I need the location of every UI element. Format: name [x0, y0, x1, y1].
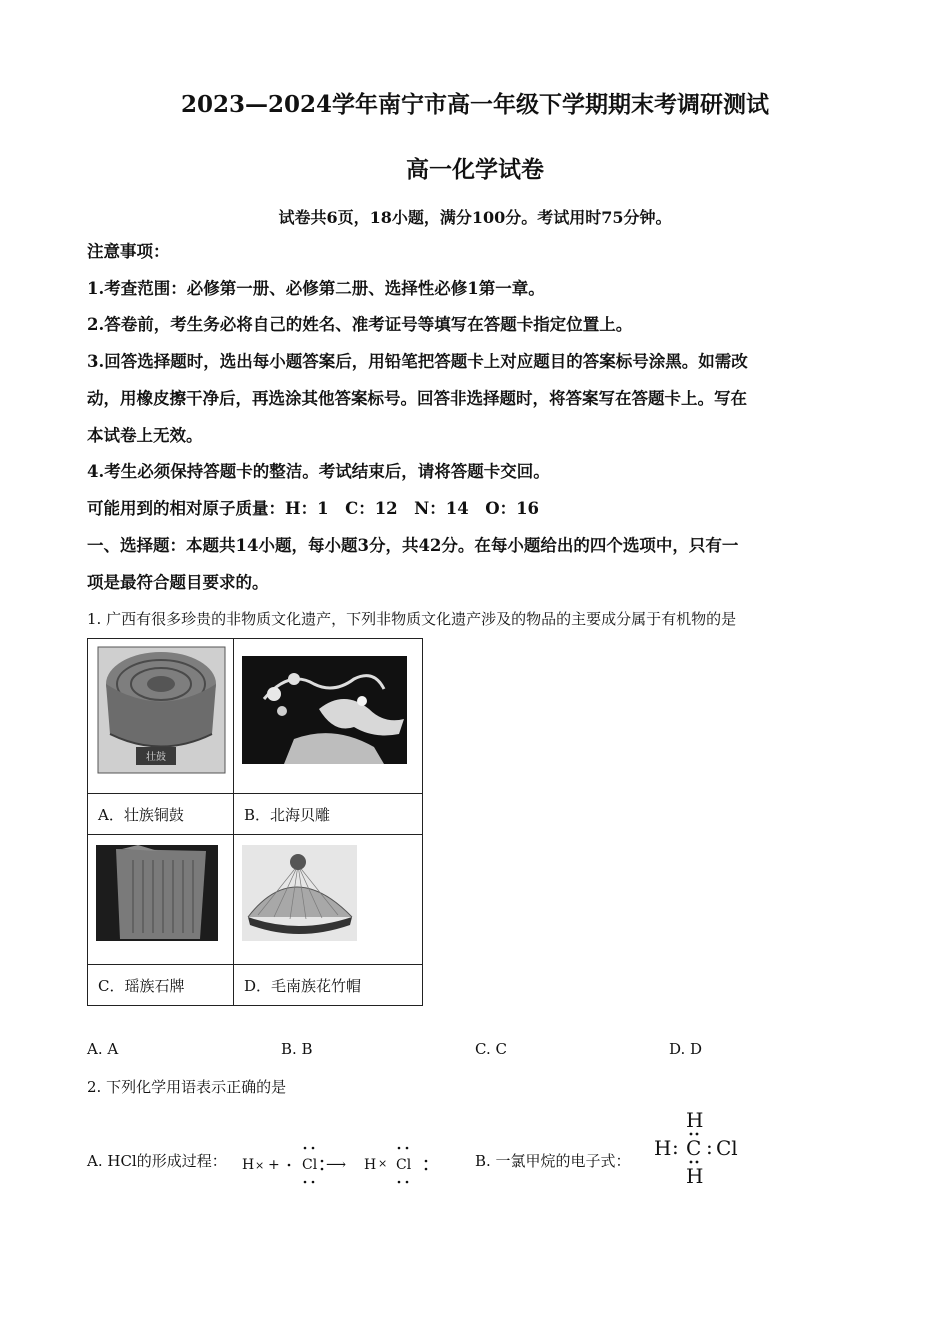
option-d-image-cell — [234, 835, 423, 965]
answer-choice-d: D. D — [669, 1040, 703, 1058]
ch3cl-h-left: H — [654, 1136, 672, 1160]
hcl-cl-right: Cl — [396, 1157, 412, 1173]
ch3cl-colon-left: : — [672, 1135, 679, 1159]
ch3cl-c: C — [686, 1136, 702, 1160]
exam-info: 试卷共6页，18小题，满分100分。考试用时75分钟。 — [278, 208, 672, 227]
option-c-label: C．瑶族石牌 — [88, 965, 234, 1006]
ch3cl-h-bottom: H — [686, 1164, 704, 1188]
question-1-stem: 1. 广西有很多珍贵的非物质文化遗产，下列非物质文化遗产涉及的物品的主要成分属于有机物的是 — [87, 610, 737, 628]
atomic-mass: 可能用到的相对原子质量：H：1 C：12 N：14 O：16 — [87, 499, 540, 518]
answer-choice-a: A. A — [87, 1040, 119, 1058]
question-2-stem: 2. 下列化学用语表示正确的是 — [87, 1078, 287, 1096]
notes-item-4: 4.考生必须保持答题卡的整洁。考试结束后，请将答题卡交回。 — [87, 462, 550, 481]
answer-choice-b: B. B — [281, 1040, 313, 1058]
notes-heading: 注意事项： — [87, 242, 170, 261]
hcl-h-left: H — [242, 1157, 255, 1173]
bronze-drum-image — [88, 639, 233, 789]
shell-carving-image — [234, 639, 422, 789]
hcl-cl-left: Cl — [302, 1157, 318, 1173]
notes-item-3-line-1: 3.回答选择题时，选出每小题答案后，用铅笔把答题卡上对应题目的答案标号涂黑。如需改 — [87, 352, 748, 371]
option-a-label: A．壮族铜鼓 — [88, 794, 234, 835]
hcl-electron-x-right: × — [378, 1157, 388, 1170]
notes-item-1: 1.考查范围：必修第一册、必修第二册、选择性必修1第一章。 — [87, 279, 545, 298]
hcl-plus: + — [268, 1157, 280, 1173]
option-b-label: B．北海贝雕 — [234, 794, 423, 835]
ch3cl-h-top: H — [686, 1108, 704, 1132]
hcl-arrow: ⟶ — [326, 1157, 347, 1173]
question-2-option-b-prefix: B. 一氯甲烷的电子式： — [475, 1152, 631, 1170]
bamboo-hat-image — [234, 835, 422, 960]
question-1-options-table — [87, 638, 423, 1006]
section-1-heading-cont: 项是最符合题目要求的。 — [87, 573, 269, 592]
option-b-image-cell — [234, 639, 423, 794]
drum-label: 壮鼓 — [146, 752, 166, 763]
option-d-label: D．毛南族花竹帽 — [234, 965, 423, 1006]
ch3cl-colon-right: : — [706, 1135, 713, 1159]
question-2-option-a-prefix: A. HCl的形成过程： — [87, 1152, 227, 1170]
section-1-heading: 一、选择题：本题共14小题，每小题3分，共42分。在每小题给出的四个选项中，只有一 — [87, 536, 739, 555]
hcl-formation-diagram — [238, 1140, 438, 1190]
answer-choice-c: C. C — [475, 1040, 507, 1058]
exam-title: 2023—2024学年南宁市高一年级下学期期末考调研测试 — [180, 91, 770, 118]
notes-item-2: 2.答卷前，考生务必将自己的姓名、准考证号等填写在答题卡指定位置上。 — [87, 315, 633, 334]
exam-subtitle: 高一化学试卷 — [406, 156, 544, 183]
stone-tablet-image — [88, 835, 233, 960]
notes-item-3-line-2: 动，用橡皮擦干净后，再选涂其他答案标号。回答非选择题时，将答案写在答题卡上。写在 — [87, 389, 747, 408]
hcl-electron-x-left: × — [255, 1159, 265, 1172]
notes-item-3-line-3: 本试卷上无效。 — [87, 426, 203, 445]
hcl-h-right: H — [364, 1157, 377, 1173]
option-a-image-cell — [88, 639, 234, 794]
ch3cl-cl: Cl — [716, 1136, 738, 1160]
chloromethane-electron-formula — [650, 1105, 750, 1190]
option-c-image-cell — [88, 835, 234, 965]
